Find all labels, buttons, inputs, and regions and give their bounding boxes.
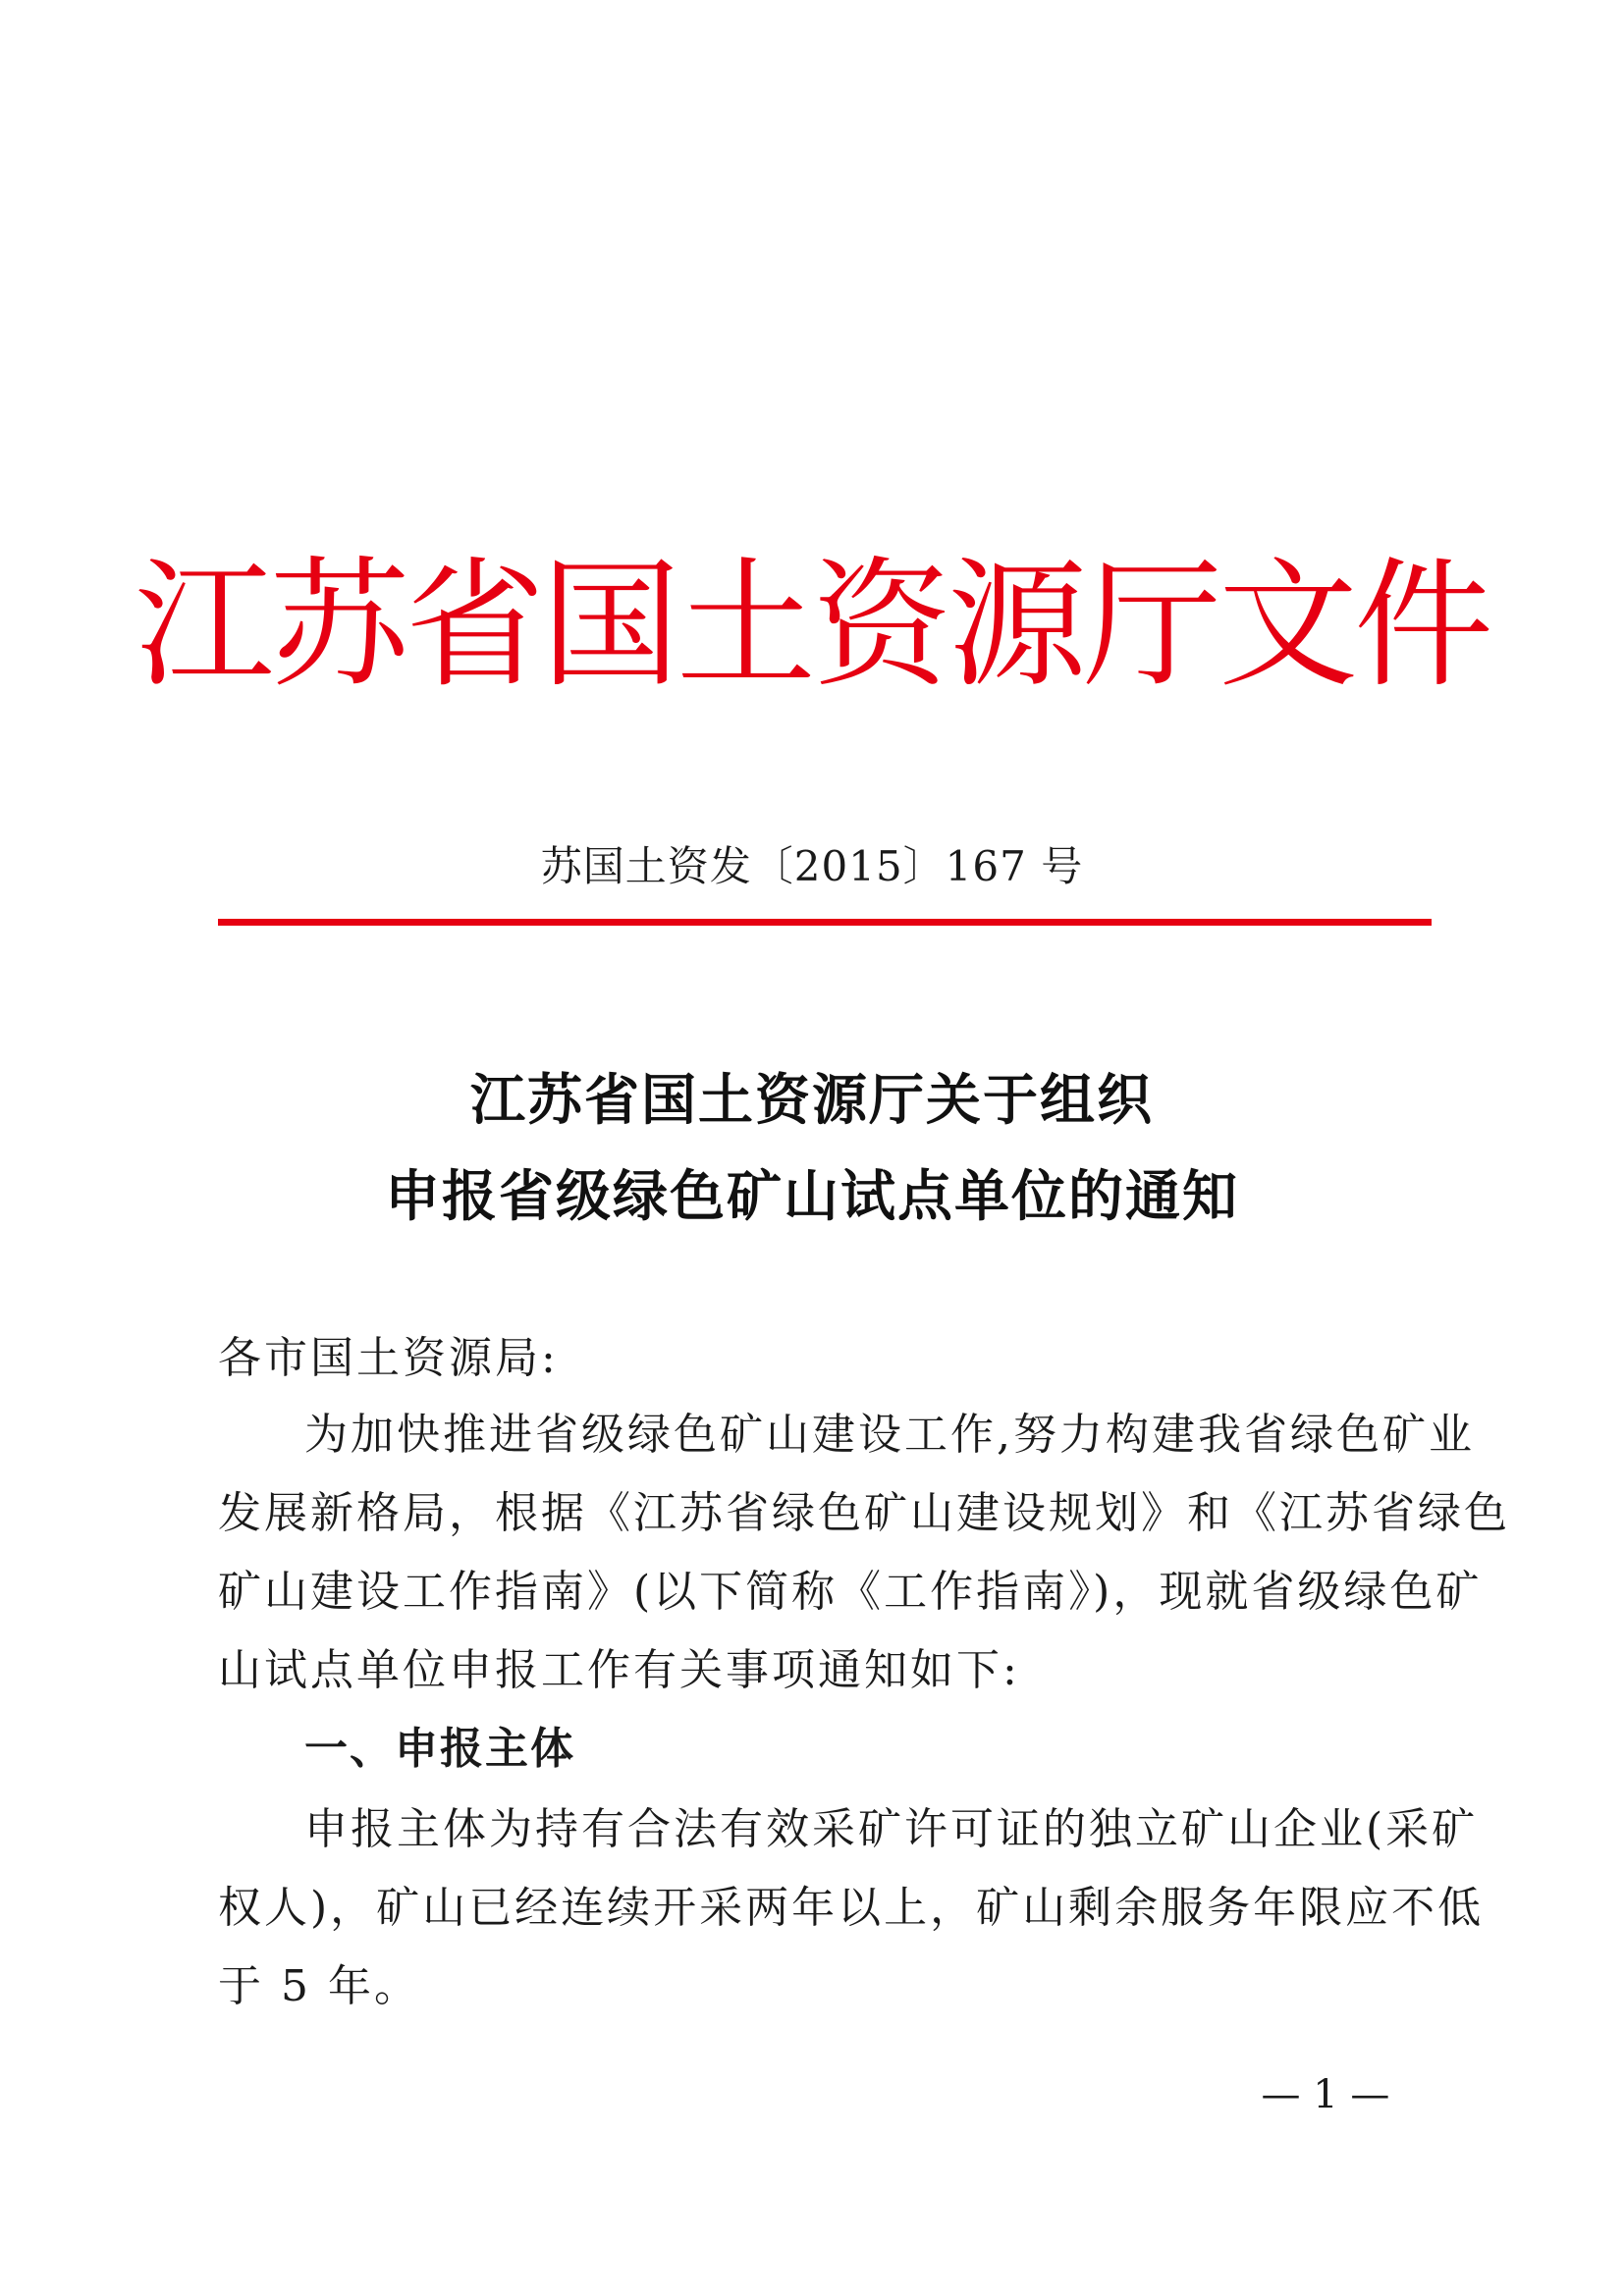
section-paragraph-line: 权人)，矿山已经连续开采两年以上，矿山剩余服务年限应不低 xyxy=(218,1883,1485,1933)
notice-title-line-1: 江苏省国土资源厅关于组织 xyxy=(470,1069,1154,1133)
masthead-title: 江苏省国土资源厅文件 xyxy=(135,545,1489,707)
intro-paragraph-line: 山试点单位申报工作有关事项通知如下: xyxy=(218,1645,1020,1695)
document-number: 苏国土资发〔2015〕167 号 xyxy=(540,842,1084,890)
section-heading-applicant: 一、申报主体 xyxy=(304,1724,575,1774)
intro-paragraph-line: 为加快推进省级绿色矿山建设工作,努力构建我省绿色矿业 xyxy=(304,1410,1475,1460)
salutation: 各市国土资源局: xyxy=(218,1333,559,1383)
notice-title-line-2: 申报省级绿色矿山试点单位的通知 xyxy=(385,1165,1239,1229)
intro-paragraph-line: 发展新格局，根据《江苏省绿色矿山建设规划》和《江苏省绿色 xyxy=(218,1488,1510,1538)
red-divider-rule xyxy=(218,919,1432,926)
section-paragraph-line: 申报主体为持有合法有效采矿许可证的独立矿山企业(采矿 xyxy=(304,1804,1479,1854)
intro-paragraph-line: 矿山建设工作指南》(以下简称《工作指南》)，现就省级绿色矿 xyxy=(218,1567,1483,1617)
section-paragraph-line: 于 5 年。 xyxy=(218,1961,420,2011)
page-number: — 1 — xyxy=(1261,2072,1390,2117)
